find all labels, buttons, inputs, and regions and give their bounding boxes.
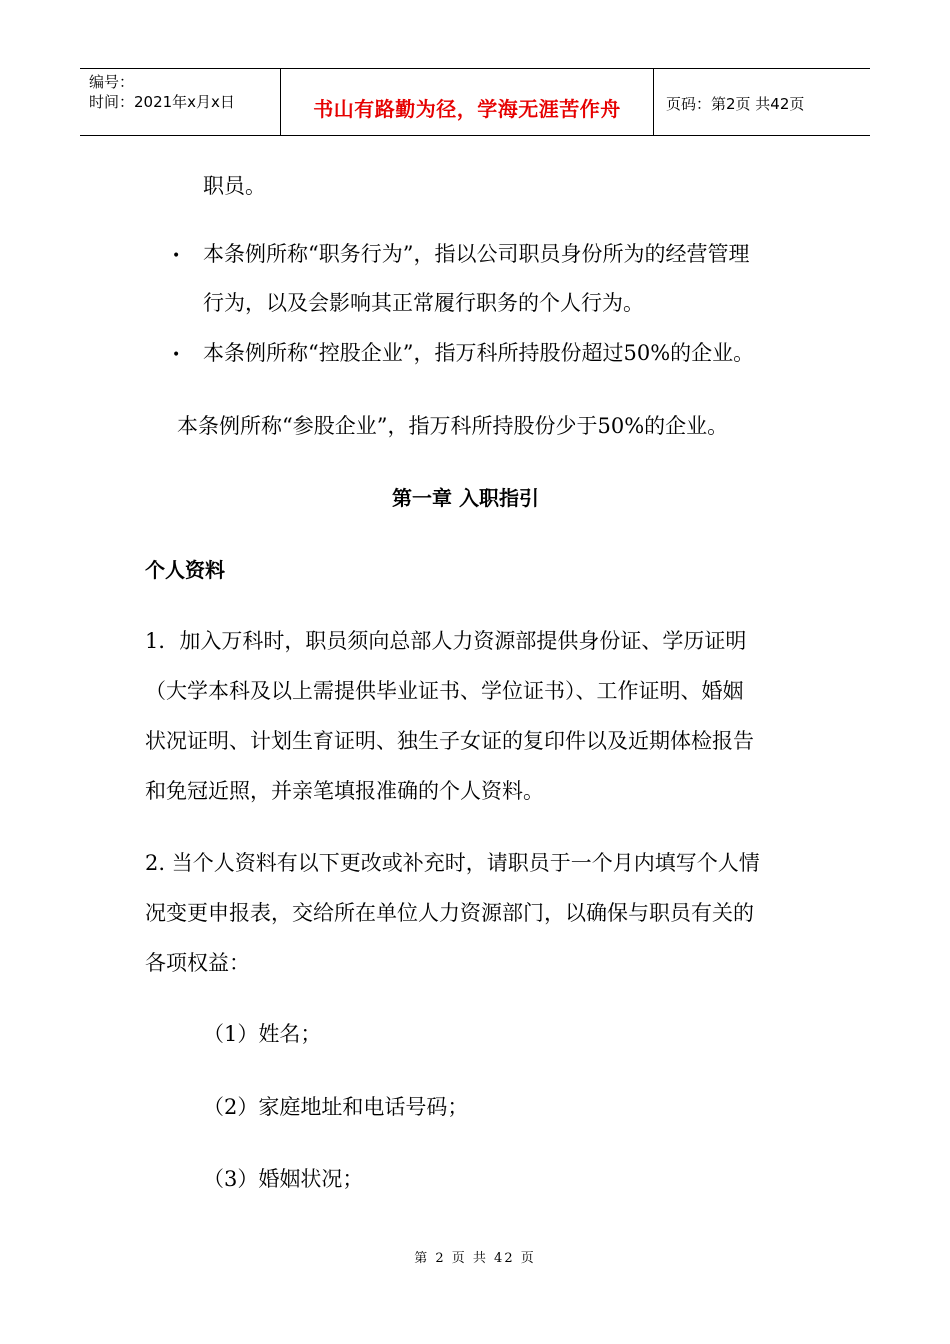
item-2-line-3: 各项权益： bbox=[145, 951, 250, 975]
item-1-line-3: 状况证明、计划生育证明、独生子女证的复印件以及近期体检报告 bbox=[145, 729, 754, 753]
item-1-line-4: 和免冠近照，并亲笔填报准确的个人资料。 bbox=[145, 779, 544, 803]
item-1-line-1: 1．加入万科时，职员须向总部人力资源部提供身份证、学历证明 bbox=[145, 629, 747, 653]
chapter-title: 第一章 入职指引 bbox=[392, 486, 539, 510]
page-footer: 第 2 页 共 42 页 bbox=[414, 1251, 536, 1266]
bullet-icon: • bbox=[172, 347, 181, 363]
header-meta-cell bbox=[80, 69, 281, 135]
bullet-1-line-1: 本条例所称“职务行为”，指以公司职员身份所为的经营管理 bbox=[203, 242, 750, 266]
item-2-line-2: 况变更申报表，交给所在单位人力资源部门，以确保与职员有关的 bbox=[145, 901, 754, 925]
page-header bbox=[80, 68, 870, 136]
subitem-marital-status: （3）婚姻状况； bbox=[203, 1167, 364, 1191]
participation-paragraph: 本条例所称“参股企业”，指万科所持股份少于50%的企业。 bbox=[177, 414, 729, 438]
section-title: 个人资料 bbox=[145, 558, 225, 582]
header-motto-cell bbox=[281, 69, 654, 135]
bullet-2-line-1: 本条例所称“控股企业”，指万科所持股份超过50%的企业。 bbox=[203, 341, 755, 365]
document-date-label: 时间：2021年x月x日 bbox=[89, 93, 235, 111]
header-motto: 书山有路勤为径，学海无涯苦作舟 bbox=[313, 97, 621, 121]
document-number-label: 编号： bbox=[89, 73, 135, 91]
header-page-cell bbox=[654, 69, 870, 135]
continuation-line: 职员。 bbox=[203, 174, 266, 198]
header-page-info: 页码：第2页 共42页 bbox=[666, 95, 805, 113]
bullet-icon: • bbox=[172, 248, 181, 264]
subitem-address-phone: （2）家庭地址和电话号码； bbox=[203, 1095, 469, 1119]
item-1-line-2: （大学本科及以上需提供毕业证书、学位证书）、工作证明、婚姻 bbox=[145, 679, 744, 703]
item-2-line-1: 2. 当个人资料有以下更改或补充时，请职员于一个月内填写个人情 bbox=[145, 851, 760, 875]
bullet-1-line-2: 行为，以及会影响其正常履行职务的个人行为。 bbox=[203, 291, 644, 315]
subitem-name: （1）姓名； bbox=[203, 1022, 322, 1046]
